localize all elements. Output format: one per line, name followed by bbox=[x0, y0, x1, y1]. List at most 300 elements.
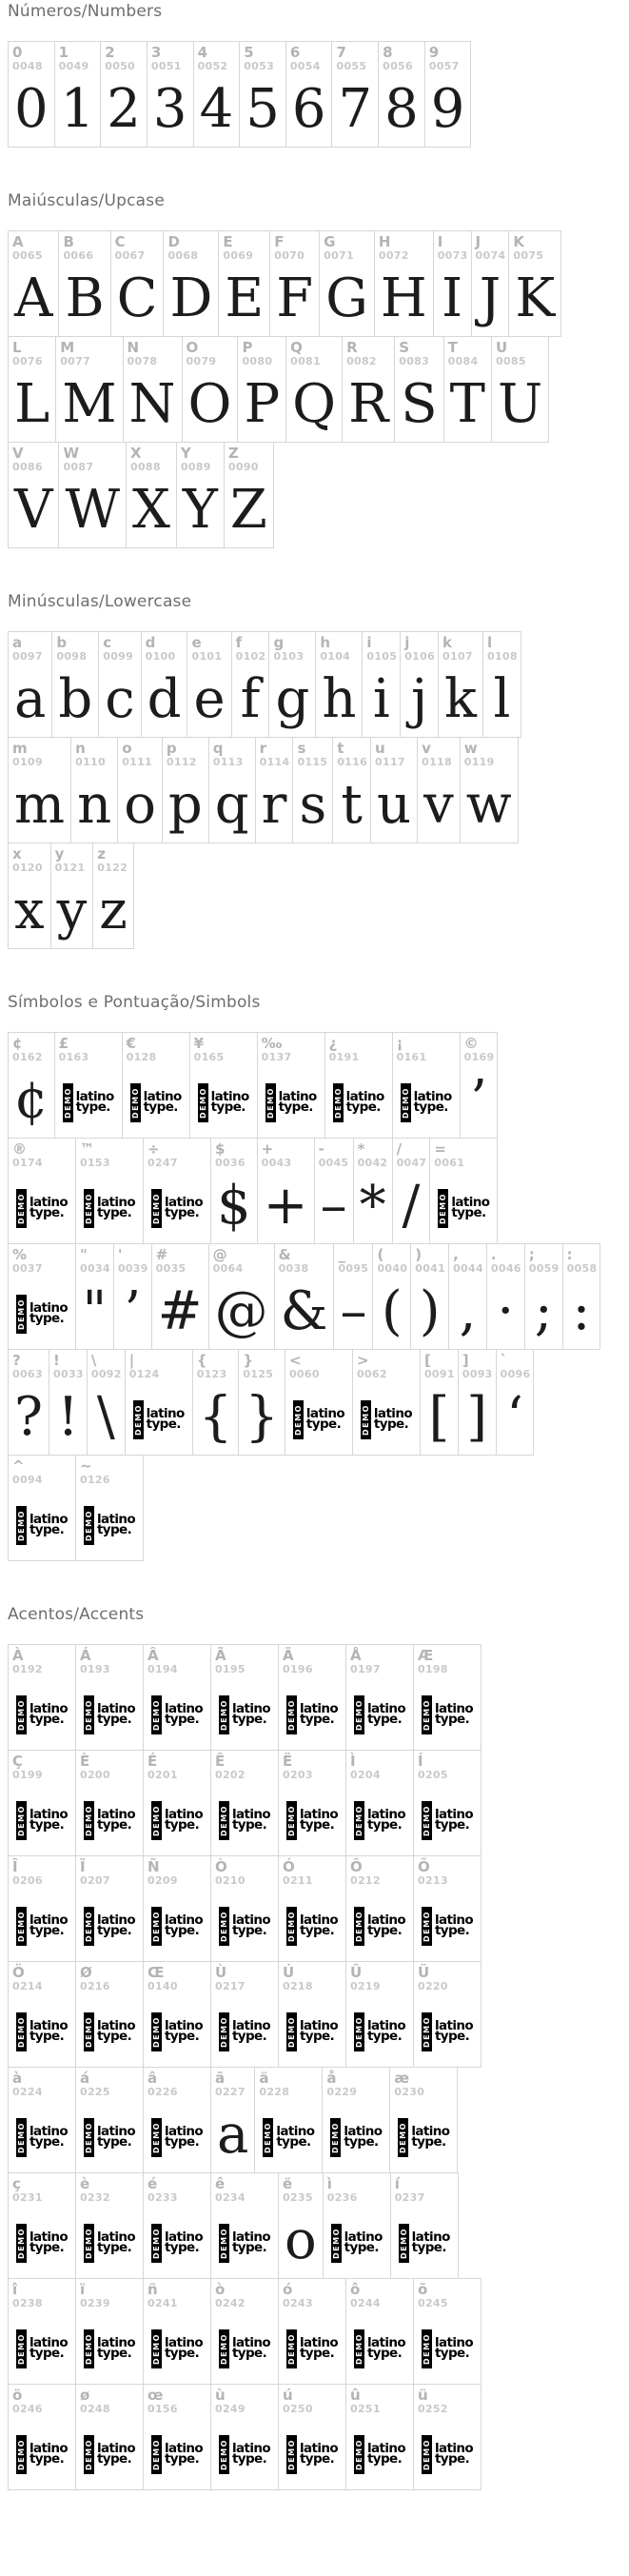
glyph-unicode-code: 0106 bbox=[404, 650, 436, 663]
glyph-cell bbox=[345, 1855, 414, 1962]
logo-line-1: latino bbox=[299, 1700, 339, 1716]
demo-badge: DEMO bbox=[354, 1695, 364, 1734]
glyph-unicode-code: 0061 bbox=[434, 1157, 465, 1169]
latinotype-demo-logo bbox=[84, 2012, 135, 2051]
logo-line-1: latino bbox=[29, 1299, 69, 1316]
latinotype-demo-logo bbox=[354, 1695, 405, 1734]
logo-line-2: type. bbox=[164, 2451, 200, 2467]
glyph-unicode-code: 0161 bbox=[396, 1051, 427, 1063]
glyph-unicode-code: 0116 bbox=[337, 756, 368, 768]
glyph-unicode-code: 0067 bbox=[114, 249, 146, 262]
glyph-unicode-code: 0204 bbox=[350, 1769, 381, 1781]
glyph-cell bbox=[210, 1138, 258, 1244]
glyph-cell bbox=[70, 737, 118, 843]
glyph-preview: o bbox=[124, 774, 156, 836]
glyph-unicode-code: 0250 bbox=[283, 2403, 313, 2415]
glyph-cell bbox=[187, 631, 231, 738]
glyph-unicode-code: 0120 bbox=[12, 862, 43, 874]
glyph-preview: 9 bbox=[430, 78, 465, 140]
latinotype-demo-logo bbox=[286, 2329, 338, 2368]
glyph-preview: ] bbox=[466, 1386, 488, 1448]
latinotype-wordmark bbox=[306, 1400, 344, 1439]
latinotype-demo-logo bbox=[151, 2329, 203, 2368]
latinotype-demo-logo bbox=[422, 2329, 473, 2368]
glyph-unicode-code: 0200 bbox=[80, 1769, 110, 1781]
glyph-unicode-code: 0045 bbox=[318, 1157, 349, 1169]
latinotype-wordmark bbox=[300, 2435, 338, 2474]
glyph-preview: D bbox=[169, 268, 213, 329]
glyph-cell bbox=[192, 1349, 240, 1456]
logo-line-2: type. bbox=[276, 2134, 311, 2150]
glyph-cell bbox=[8, 1855, 76, 1962]
glyph-character-label: Ä bbox=[283, 1647, 294, 1664]
glyph-unicode-code: 0051 bbox=[150, 60, 182, 72]
glyph-character-label: Ö bbox=[12, 1964, 25, 1981]
demo-badge: DEMO bbox=[263, 2118, 273, 2157]
logo-line-1: latino bbox=[96, 1700, 136, 1716]
glyph-row bbox=[8, 1243, 621, 1350]
glyph-character-label: ¢ bbox=[12, 1035, 23, 1052]
glyph-cell bbox=[400, 631, 439, 738]
demo-badge: DEMO bbox=[16, 1801, 27, 1840]
glyph-preview: M bbox=[62, 373, 117, 435]
logo-line-1: latino bbox=[96, 1912, 136, 1928]
glyph-character-label: & bbox=[278, 1246, 291, 1263]
glyph-character-label: ¥ bbox=[193, 1035, 205, 1052]
missing-glyph-demo-placeholder bbox=[346, 2419, 413, 2489]
glyph-cell bbox=[413, 1855, 482, 1962]
glyph-cell-label bbox=[323, 2068, 389, 2102]
glyph-unicode-code: 0108 bbox=[486, 650, 518, 663]
glyph-cell-label bbox=[414, 1962, 481, 1996]
glyph-cell bbox=[255, 737, 294, 843]
logo-line-1: latino bbox=[29, 1806, 69, 1822]
latinotype-wordmark bbox=[232, 2224, 270, 2263]
glyph-cell-label bbox=[76, 2068, 143, 2102]
logo-line-1: latino bbox=[231, 2440, 271, 2456]
logo-line-2: type. bbox=[231, 1712, 267, 1727]
glyph-unicode-code: 0202 bbox=[215, 1769, 246, 1781]
demo-badge: DEMO bbox=[63, 1083, 73, 1122]
latinotype-wordmark bbox=[300, 2012, 338, 2051]
logo-line-2: type. bbox=[210, 1100, 246, 1115]
glyph-cell-label bbox=[76, 1456, 143, 1490]
latinotype-demo-logo bbox=[219, 1907, 270, 1946]
latinotype-wordmark bbox=[147, 1400, 185, 1439]
glyph-preview: O bbox=[187, 373, 232, 435]
glyph-unicode-code: 0065 bbox=[12, 249, 43, 262]
demo-badge: DEMO bbox=[361, 1400, 371, 1439]
glyph-character-label: Ì bbox=[350, 1753, 356, 1770]
glyph-unicode-code: 0229 bbox=[326, 2086, 358, 2098]
glyph-unicode-code: 0196 bbox=[283, 1663, 313, 1675]
glyph-unicode-code: 0212 bbox=[350, 1874, 381, 1887]
glyph-cell bbox=[75, 1455, 144, 1561]
glyph-cell-label bbox=[163, 738, 208, 772]
glyph-cell bbox=[122, 1032, 190, 1139]
glyph-cell bbox=[8, 336, 56, 443]
glyph-cell-label bbox=[238, 337, 285, 371]
glyph-unicode-code: 0088 bbox=[130, 461, 161, 473]
glyph-unicode-code: 0100 bbox=[145, 650, 176, 663]
glyph-cell-label bbox=[279, 1856, 345, 1891]
glyph-unicode-code: 0056 bbox=[383, 60, 413, 72]
missing-glyph-demo-placeholder bbox=[144, 1679, 210, 1750]
latinotype-wordmark bbox=[29, 2224, 68, 2263]
glyph-cell bbox=[210, 2278, 279, 2385]
glyph-character-label: > bbox=[356, 1352, 369, 1369]
glyph-cell bbox=[285, 41, 333, 148]
glyph-character-label: ) bbox=[415, 1246, 423, 1263]
glyph-cell-label bbox=[315, 1139, 353, 1173]
glyph-cell-label bbox=[93, 843, 133, 878]
latinotype-wordmark bbox=[29, 1189, 68, 1228]
glyph-character-label: P bbox=[242, 339, 253, 356]
glyph-cell-label bbox=[190, 1033, 257, 1067]
glyph-unicode-code: 0072 bbox=[378, 249, 409, 262]
glyph-cell-label bbox=[76, 1856, 143, 1891]
glyph-cell-label bbox=[279, 2173, 323, 2208]
missing-glyph-demo-placeholder bbox=[414, 1996, 481, 2067]
glyph-cell bbox=[562, 1243, 601, 1350]
glyph-preview: [ bbox=[428, 1386, 450, 1448]
glyph-row bbox=[8, 2172, 621, 2279]
glyph-cell bbox=[151, 1243, 209, 1350]
glyph-preview: – bbox=[320, 1175, 347, 1237]
logo-line-2: type. bbox=[96, 2346, 132, 2361]
latinotype-wordmark bbox=[144, 1083, 182, 1122]
glyph-rows bbox=[8, 1032, 621, 1561]
logo-line-1: latino bbox=[164, 2440, 204, 2456]
glyph-character-label: ‰ bbox=[261, 1035, 283, 1052]
glyph-character-label: ø bbox=[80, 2387, 90, 2404]
section-heading: Minúsculas/Lowercase bbox=[8, 592, 192, 611]
logo-line-1: latino bbox=[413, 1088, 452, 1104]
glyph-unicode-code: 0228 bbox=[259, 2086, 290, 2098]
glyph-cell-label bbox=[142, 632, 187, 666]
glyph-unicode-code: 0205 bbox=[418, 1769, 448, 1781]
latinotype-wordmark bbox=[451, 1189, 489, 1228]
glyph-character-label: á bbox=[80, 2070, 90, 2087]
glyph-cell-label bbox=[9, 1139, 75, 1173]
logo-line-2: type. bbox=[29, 2029, 65, 2044]
glyph-cell-label bbox=[418, 738, 460, 772]
logo-line-1: latino bbox=[434, 1700, 474, 1716]
logo-line-2: type. bbox=[366, 1712, 403, 1727]
glyph-cell-label bbox=[411, 1244, 448, 1278]
latinotype-wordmark bbox=[29, 2118, 68, 2157]
latinotype-demo-logo bbox=[63, 1083, 114, 1122]
glyph-character-label: ù bbox=[215, 2387, 226, 2404]
glyph-preview: i bbox=[372, 668, 390, 730]
missing-glyph-demo-placeholder bbox=[390, 2102, 457, 2172]
glyph-character-label: â bbox=[147, 2070, 158, 2087]
glyph-cell bbox=[8, 842, 51, 949]
logo-line-1: latino bbox=[29, 2229, 69, 2245]
logo-line-2: type. bbox=[434, 1923, 470, 1938]
latinotype-demo-logo bbox=[354, 2012, 405, 2051]
logo-line-1: latino bbox=[96, 2229, 136, 2245]
glyph-character-label: w bbox=[463, 740, 478, 757]
glyph-preview: 3 bbox=[152, 78, 187, 140]
latinotype-demo-logo bbox=[354, 2329, 405, 2368]
logo-line-2: type. bbox=[366, 2346, 403, 2361]
logo-line-1: latino bbox=[143, 1088, 182, 1104]
latinotype-wordmark bbox=[344, 2224, 383, 2263]
latinotype-demo-logo bbox=[265, 1083, 317, 1122]
latinotype-wordmark bbox=[97, 1907, 135, 1946]
glyph-character-label: õ bbox=[418, 2281, 428, 2298]
glyph-character-label: { bbox=[196, 1352, 207, 1369]
latinotype-demo-logo bbox=[16, 1801, 68, 1840]
glyph-unicode-code: 0113 bbox=[212, 756, 244, 768]
latinotype-demo-logo bbox=[16, 2224, 68, 2263]
latinotype-wordmark bbox=[232, 1695, 270, 1734]
glyph-cell bbox=[392, 1138, 431, 1244]
glyph-character-label: Œ bbox=[147, 1964, 165, 1981]
glyph-cell-label bbox=[111, 231, 164, 266]
glyph-unicode-code: 0225 bbox=[80, 2086, 110, 2098]
glyph-character-label: Í bbox=[418, 1753, 423, 1770]
glyph-cell bbox=[8, 1349, 49, 1456]
glyph-character-label: t bbox=[337, 740, 344, 757]
logo-line-2: type. bbox=[366, 2451, 403, 2467]
logo-line-1: latino bbox=[366, 2440, 406, 2456]
glyph-row bbox=[8, 41, 621, 148]
glyph-cell-label bbox=[183, 337, 238, 371]
glyph-cell bbox=[75, 2172, 144, 2279]
glyph-character-label: Ç bbox=[12, 1753, 24, 1770]
glyph-cell-label bbox=[373, 1244, 410, 1278]
demo-badge: DEMO bbox=[398, 2118, 408, 2157]
glyph-cell-label bbox=[320, 231, 374, 266]
logo-line-2: type. bbox=[299, 2346, 335, 2361]
glyph-unicode-code: 0049 bbox=[58, 60, 89, 72]
glyph-cell-label bbox=[525, 1244, 562, 1278]
glyph-character-label: Q bbox=[290, 339, 303, 356]
glyph-row bbox=[8, 2067, 621, 2173]
glyph-character-label: À bbox=[12, 1647, 24, 1664]
latinotype-wordmark bbox=[165, 2118, 203, 2157]
latinotype-demo-logo bbox=[263, 2118, 314, 2157]
glyph-unicode-code: 0087 bbox=[63, 461, 94, 473]
logo-line-1: latino bbox=[451, 1194, 490, 1210]
glyph-cell-label bbox=[59, 443, 126, 477]
glyph-character-label: K bbox=[513, 233, 524, 250]
glyph-character-label: # bbox=[155, 1246, 168, 1263]
glyph-character-label: D bbox=[167, 233, 180, 250]
logo-line-1: latino bbox=[299, 2017, 339, 2033]
glyph-cell bbox=[143, 2172, 211, 2279]
glyph-character-label: c bbox=[103, 634, 112, 651]
glyph-cell bbox=[126, 442, 177, 548]
glyph-cell bbox=[482, 631, 521, 738]
glyph-cell-label bbox=[211, 2279, 278, 2313]
glyph-cell bbox=[8, 737, 71, 843]
demo-badge: DEMO bbox=[151, 2012, 162, 2051]
glyph-cell bbox=[55, 336, 123, 443]
glyph-unicode-code: 0096 bbox=[500, 1368, 531, 1380]
missing-glyph-demo-placeholder bbox=[346, 1785, 413, 1855]
logo-line-1: latino bbox=[366, 2017, 406, 2033]
glyph-cell-label bbox=[563, 1244, 600, 1278]
logo-line-2: type. bbox=[29, 1923, 65, 1938]
latinotype-wordmark bbox=[435, 1695, 473, 1734]
glyph-character-label: h bbox=[320, 634, 330, 651]
glyph-unicode-code: 0074 bbox=[475, 249, 506, 262]
latinotype-demo-logo bbox=[286, 1801, 338, 1840]
glyph-unicode-code: 0224 bbox=[12, 2086, 43, 2098]
glyph-cell bbox=[208, 737, 256, 843]
glyph-cell bbox=[98, 631, 141, 738]
glyph-preview: C bbox=[116, 268, 158, 329]
glyph-character-label: G bbox=[324, 233, 336, 250]
glyph-cell-label bbox=[332, 42, 378, 76]
glyph-unicode-code: 0063 bbox=[12, 1368, 43, 1380]
glyph-unicode-code: 0094 bbox=[12, 1474, 43, 1486]
glyph-character-label: 4 bbox=[197, 44, 207, 61]
glyph-cell-label bbox=[275, 1244, 334, 1278]
glyph-unicode-code: 0206 bbox=[12, 1874, 43, 1887]
latinotype-demo-logo bbox=[84, 2329, 135, 2368]
glyph-preview: { bbox=[198, 1386, 233, 1448]
latinotype-demo-logo bbox=[151, 2435, 203, 2474]
glyph-character-label: ì bbox=[326, 2175, 332, 2192]
glyph-unicode-code: 0124 bbox=[128, 1368, 160, 1380]
missing-glyph-demo-placeholder bbox=[9, 2419, 75, 2489]
glyph-cell-label bbox=[354, 1139, 392, 1173]
glyph-cell bbox=[370, 737, 418, 843]
logo-line-1: latino bbox=[29, 1912, 69, 1928]
latinotype-wordmark bbox=[367, 2435, 405, 2474]
demo-badge: DEMO bbox=[151, 1189, 162, 1228]
missing-glyph-demo-placeholder bbox=[144, 1785, 210, 1855]
latinotype-demo-logo bbox=[16, 2012, 68, 2051]
glyph-unicode-code: 0039 bbox=[117, 1262, 148, 1275]
glyph-cell bbox=[8, 2384, 76, 2490]
glyph-character-label: O bbox=[186, 339, 199, 356]
glyph-cell-label bbox=[346, 1856, 413, 1891]
glyph-cell-label bbox=[55, 1033, 122, 1067]
glyph-character-label: o bbox=[122, 740, 132, 757]
latinotype-wordmark bbox=[165, 2224, 203, 2263]
glyph-unicode-code: 0247 bbox=[147, 1157, 178, 1169]
glyph-unicode-code: 0217 bbox=[215, 1980, 246, 1992]
latinotype-wordmark bbox=[165, 1189, 203, 1228]
glyph-unicode-code: 0068 bbox=[167, 249, 199, 262]
glyph-cell bbox=[8, 41, 55, 148]
glyph-row bbox=[8, 1032, 621, 1139]
demo-badge: DEMO bbox=[399, 2224, 409, 2263]
latinotype-wordmark bbox=[165, 1695, 203, 1734]
glyph-cell bbox=[210, 2067, 255, 2173]
glyph-cell-label bbox=[459, 1350, 496, 1384]
glyph-character-label: Õ bbox=[418, 1858, 430, 1875]
logo-line-1: latino bbox=[96, 1806, 136, 1822]
glyph-cell-label bbox=[194, 42, 240, 76]
logo-line-1: latino bbox=[146, 1405, 185, 1421]
glyph-character-label: ^ bbox=[12, 1457, 25, 1475]
glyph-unicode-code: 0077 bbox=[60, 355, 91, 367]
latinotype-demo-logo bbox=[401, 1083, 452, 1122]
logo-line-2: type. bbox=[231, 2240, 267, 2255]
missing-glyph-demo-placeholder bbox=[346, 1996, 413, 2067]
glyph-cell bbox=[163, 230, 219, 337]
missing-glyph-demo-placeholder bbox=[9, 1891, 75, 1961]
glyph-cell bbox=[413, 1750, 482, 1856]
logo-line-2: type. bbox=[344, 2134, 379, 2150]
glyph-cell bbox=[100, 41, 147, 148]
glyph-cell-label bbox=[343, 337, 394, 371]
glyph-character-label: L bbox=[12, 339, 22, 356]
glyph-character-label: - bbox=[318, 1140, 324, 1158]
glyph-unicode-code: 0121 bbox=[54, 862, 86, 874]
demo-badge: DEMO bbox=[331, 2224, 342, 2263]
logo-line-1: latino bbox=[164, 2229, 204, 2245]
glyph-cell bbox=[51, 631, 99, 738]
glyph-cell-label bbox=[9, 337, 55, 371]
missing-glyph-demo-placeholder bbox=[211, 2419, 278, 2489]
glyph-unicode-code: 0059 bbox=[528, 1262, 560, 1275]
glyph-unicode-code: 0241 bbox=[147, 2297, 178, 2309]
glyph-cell-label bbox=[76, 1139, 143, 1173]
logo-line-1: latino bbox=[299, 1912, 339, 1928]
glyph-cell-label bbox=[279, 1645, 345, 1679]
glyph-rows bbox=[8, 41, 621, 148]
demo-badge: DEMO bbox=[84, 2118, 94, 2157]
latinotype-demo-logo bbox=[354, 1801, 405, 1840]
glyph-cell-label bbox=[225, 443, 273, 477]
glyph-cell bbox=[58, 230, 110, 337]
logo-line-1: latino bbox=[231, 2017, 271, 2033]
logo-line-2: type. bbox=[29, 1712, 65, 1727]
logo-line-2: type. bbox=[29, 1522, 65, 1537]
missing-glyph-demo-placeholder bbox=[393, 1067, 460, 1138]
logo-line-1: latino bbox=[231, 1912, 271, 1928]
glyph-cell-label bbox=[152, 1244, 208, 1278]
missing-glyph-demo-placeholder bbox=[9, 1490, 75, 1560]
glyph-cell-label bbox=[333, 738, 370, 772]
logo-line-2: type. bbox=[231, 2346, 267, 2361]
glyph-cell bbox=[231, 631, 270, 738]
glyph-cell-label bbox=[461, 1033, 498, 1067]
glyph-preview: @ bbox=[214, 1280, 268, 1342]
glyph-unicode-code: 0060 bbox=[288, 1368, 320, 1380]
glyph-cell-label bbox=[126, 1350, 192, 1384]
glyph-cell bbox=[374, 230, 434, 337]
glyph-character-label: Z bbox=[227, 445, 239, 462]
glyph-row bbox=[8, 2384, 621, 2490]
glyph-character-label: é bbox=[147, 2175, 158, 2192]
glyph-cell-label bbox=[124, 337, 182, 371]
missing-glyph-demo-placeholder bbox=[76, 1490, 143, 1560]
glyph-preview: N bbox=[128, 373, 176, 435]
glyph-character-label: n bbox=[75, 740, 86, 757]
glyph-character-label: Ê bbox=[215, 1753, 226, 1770]
latinotype-wordmark bbox=[165, 2329, 203, 2368]
glyph-character-label: ô bbox=[350, 2281, 361, 2298]
demo-badge: DEMO bbox=[16, 1295, 27, 1334]
glyph-character-label: r bbox=[259, 740, 267, 757]
glyph-unicode-code: 0084 bbox=[447, 355, 479, 367]
glyph-unicode-code: 0044 bbox=[453, 1262, 483, 1275]
glyph-character-label: 0 bbox=[12, 44, 23, 61]
latinotype-wordmark bbox=[435, 2435, 473, 2474]
logo-line-1: latino bbox=[96, 2123, 136, 2139]
glyph-character-label: / bbox=[396, 1140, 403, 1158]
glyph-character-label: ü bbox=[418, 2387, 428, 2404]
glyph-unicode-code: 0198 bbox=[418, 1663, 448, 1675]
